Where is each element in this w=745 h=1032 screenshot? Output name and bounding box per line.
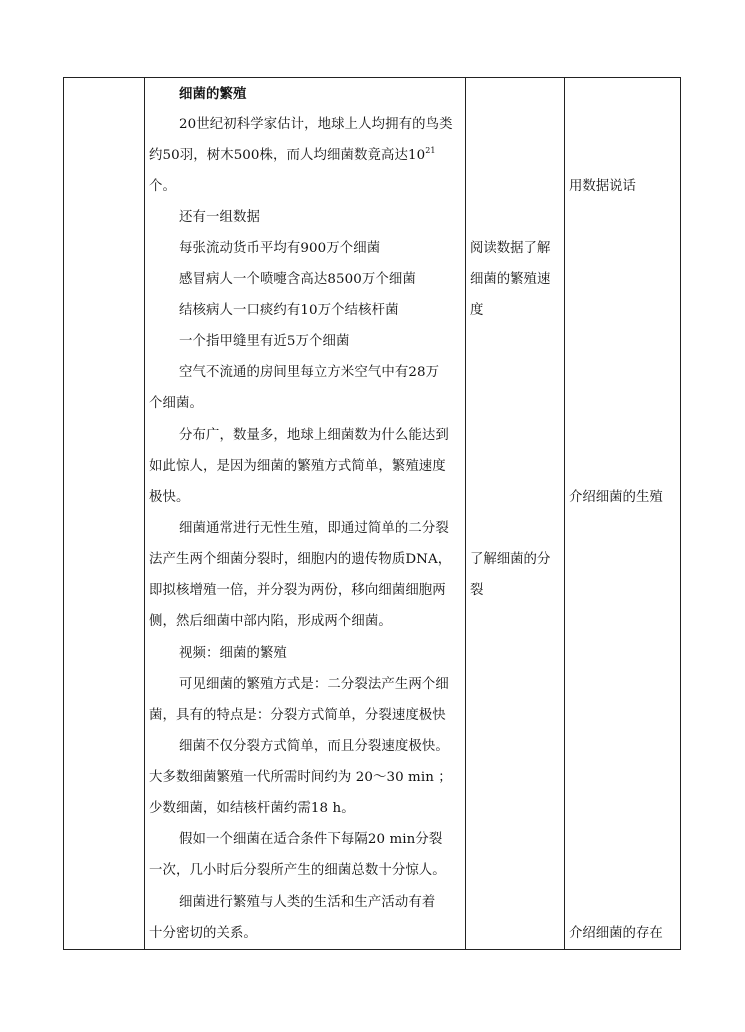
text-line: 介绍细菌的生殖 — [569, 490, 663, 505]
text-line: 法产生两个细菌分裂时，细胞内的遗传物质DNA， — [149, 552, 452, 567]
text-line: 裂 — [470, 583, 484, 598]
text-line: 阅读数据了解 — [470, 241, 551, 256]
text-line: 一次，几小时后分裂所产生的细菌总数十分惊人。 — [149, 863, 446, 878]
text-line: 如此惊人，是因为细菌的繁殖方式简单，繁殖速度 — [149, 459, 446, 474]
text-span: 约50羽，树木500株，而人均细菌数竟高达10 — [149, 148, 426, 163]
text-line: 细菌通常进行无性生殖，即通过简单的二分裂 — [179, 521, 449, 536]
text-line — [149, 146, 436, 166]
text-line: 用数据说话 — [569, 179, 636, 194]
text-line: 可见细菌的繁殖方式是：二分裂法产生两个细 — [179, 677, 449, 692]
text-line: 细菌的繁殖速 — [470, 272, 551, 287]
text-line: 极快。 — [149, 490, 190, 505]
text-line: 空气不流通的房间里每立方米空气中有28万 — [179, 365, 440, 380]
text-line: 即拟核增殖一倍，并分裂为两份，移向细菌细胞两 — [149, 583, 446, 598]
text-line: 大多数细菌繁殖一代所需时间约为 20～30 min ； — [149, 770, 452, 785]
text-line: 少数细菌，如结核杆菌约需18 h。 — [149, 801, 355, 816]
text-line: 侧，然后细菌中部内陷，形成两个细菌。 — [149, 614, 392, 629]
text-line: 20世纪初科学家估计，地球上人均拥有的鸟类 — [179, 117, 453, 132]
text-line: 还有一组数据 — [179, 210, 260, 225]
text-line: 假如一个细菌在适合条件下每隔20 min分裂 — [179, 832, 443, 847]
text-line: 一个指甲缝里有近5万个细菌 — [179, 334, 350, 349]
text-line: 度 — [470, 303, 484, 318]
text-line: 介绍细菌的存在 — [569, 926, 663, 941]
text-line: 细菌不仅分裂方式简单，而且分裂速度极快。 — [179, 739, 449, 754]
exponent: 21 — [425, 146, 436, 155]
text-line: 十分密切的关系。 — [149, 926, 257, 941]
text-line: 每张流动货币平均有900万个细菌 — [179, 241, 381, 256]
text-line: 个。 — [149, 179, 176, 194]
column-divider — [564, 78, 565, 949]
text-line: 视频：细菌的繁殖 — [179, 646, 287, 661]
column-divider — [465, 78, 466, 949]
text-line: 分布广，数量多，地球上细菌数为什么能达到 — [179, 428, 449, 443]
text-line: 菌，具有的特点是：分裂方式简单，分裂速度极快 — [149, 708, 446, 723]
text-line: 了解细菌的分 — [470, 552, 551, 567]
column-divider — [144, 78, 145, 949]
text-line: 结核病人一口痰约有10万个结核杆菌 — [179, 303, 399, 318]
section-heading: 细菌的繁殖 — [179, 86, 247, 102]
text-line: 感冒病人一个喷嚏含高达8500万个细菌 — [179, 272, 416, 287]
text-line: 个细菌。 — [149, 396, 203, 411]
text-line: 细菌进行繁殖与人类的生活和生产活动有着 — [179, 895, 436, 910]
lesson-table — [63, 77, 681, 950]
